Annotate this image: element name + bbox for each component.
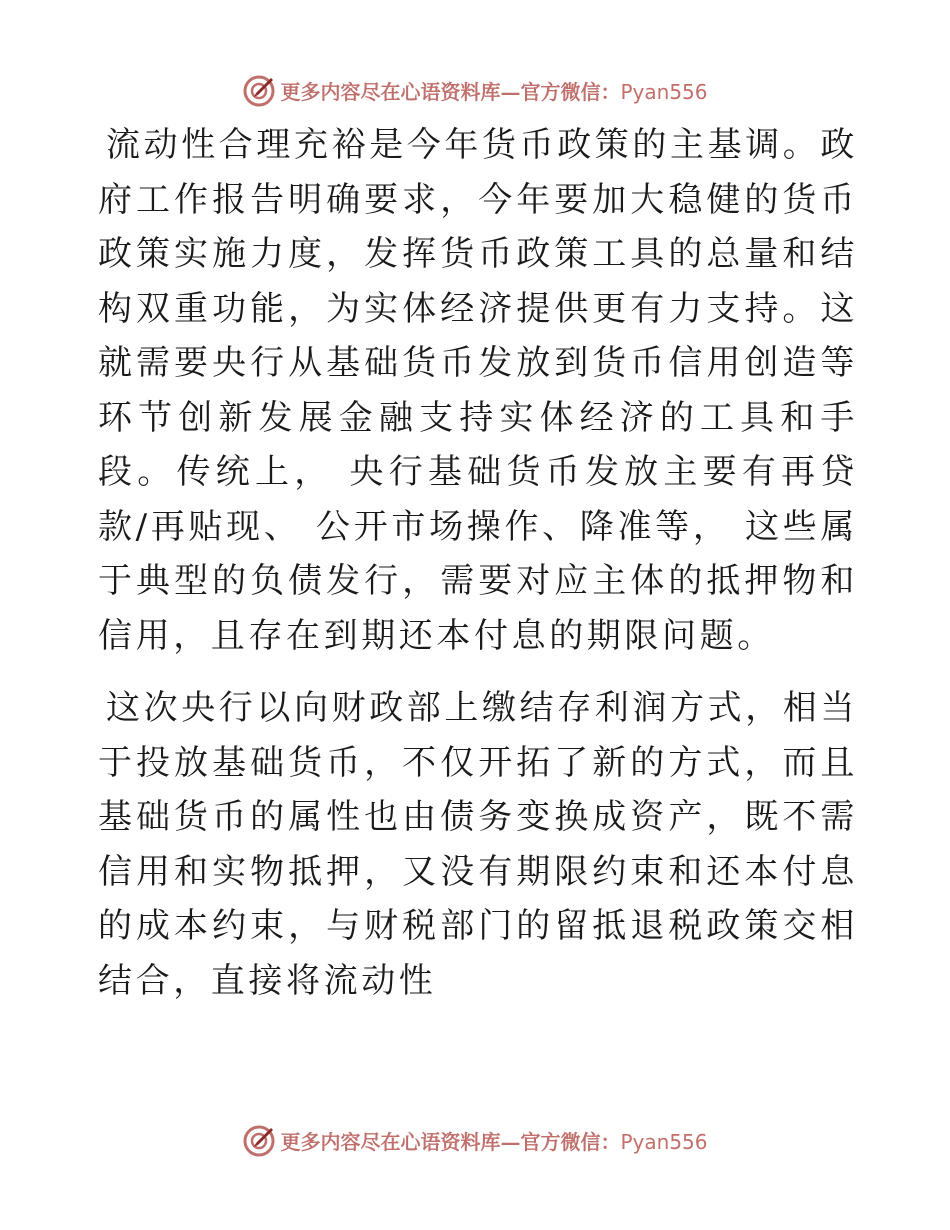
watermark-logo-icon	[242, 73, 276, 107]
header-watermark	[0, 70, 950, 110]
paragraph-1: 流动性合理充裕是今年货币政策的主基调。政府工作报告明确要求，今年要加大稳健的货币政策实施力度，发挥货币政策工具的总量和结构双重功能，为实体经济提供更有力支持。这就需要央行从基础货币发放到货币信用创造等环节创新发展金融支持实体经济的工具和手段。传统上， 央行基础货币发放主要有再贷款/再贴现、 公开市场操作、降准等， 这些属于典型的负债发行，需要对应主体的抵押物和信用，且存在到期还本付息的期限问题。	[98, 125, 858, 656]
footer-watermark	[0, 1120, 950, 1160]
paragraph-2: 这次央行以向财政部上缴结存利润方式，相当于投放基础货币，不仅开拓了新的方式，而且基础货币的属性也由债务变换成资产，既不需信用和实物抵押，又没有期限约束和还本付息的成本约束，与财税部门的留抵退税政策交相结合，直接将流动性	[98, 688, 858, 1001]
document-body	[98, 118, 858, 1008]
watermark-logo-icon	[242, 1123, 276, 1157]
watermark-text: 更多内容尽在心语资料库—官方微信：Pyan556	[280, 79, 708, 104]
watermark-text: 更多内容尽在心语资料库—官方微信：Pyan556	[280, 1129, 708, 1154]
